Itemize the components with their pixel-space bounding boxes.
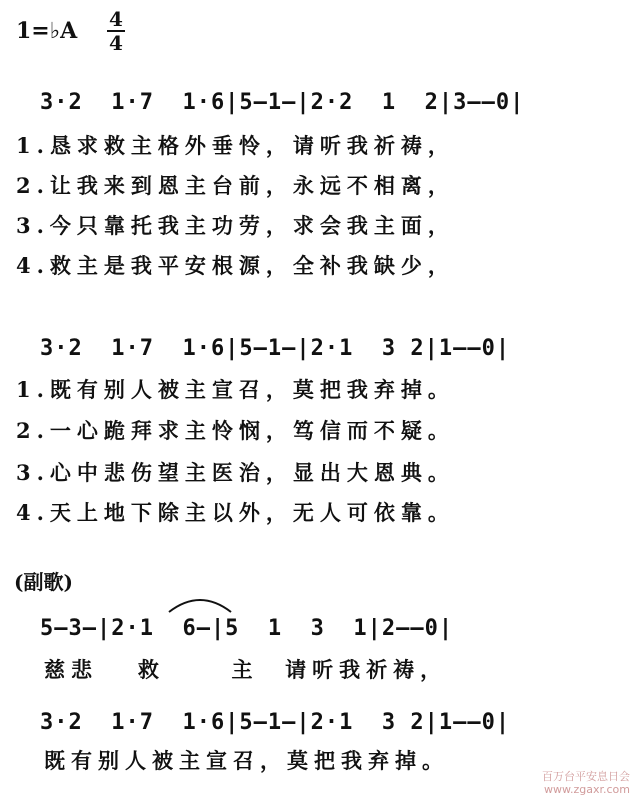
watermark	[542, 770, 630, 796]
time-signature-top: 4	[109, 7, 123, 31]
verse-b-lyric-4: 4.天上地下除主以外，无人可依靠。	[16, 500, 455, 525]
verse-b-lyric-2: 2.一心跪拜求主怜悯，笃信而不疑。	[16, 418, 455, 443]
verse-a-lyric-3: 3.今只靠托我主功劳，求会我主面，	[16, 213, 455, 238]
verse-b-lyric-3: 3.心中悲伤望主医治，显出大恩典。	[16, 460, 455, 485]
key-signature: 1=♭A	[16, 18, 78, 44]
verse-b-lyric-1: 1.既有别人被主宣召，莫把我弃掉。	[16, 377, 455, 402]
verse-b-notation: 3·2 1·7 1·6|5–1–|2·1 3 2|1––0|	[40, 336, 511, 361]
chorus-lyric-1: 慈悲 救 主 请听我祈祷，	[44, 657, 448, 682]
chorus-label: (副歌)	[14, 570, 73, 594]
time-signature	[107, 8, 125, 54]
verse-a-notation: 3·2 1·7 1·6|5–1–|2·2 1 2|3––0|	[40, 90, 525, 115]
chorus-notation-1: 5–3–|2·1 6–|5 1 3 1|2––0|	[40, 616, 454, 641]
verse-a-lyric-2: 2.让我来到恩主台前，永远不相离，	[16, 173, 455, 198]
verse-a-lyric-4: 4.救主是我平安根源，全补我缺少，	[16, 253, 455, 278]
watermark-name: 百万台平安息日会	[542, 770, 630, 783]
verse-a-lyric-1: 1.恳求救主格外垂怜，请听我祈祷，	[16, 133, 455, 158]
slur-mark	[165, 592, 235, 614]
time-signature-bottom: 4	[107, 30, 125, 54]
watermark-url: www.zgaxr.com	[544, 783, 630, 796]
chorus-notation-2: 3·2 1·7 1·6|5–1–|2·1 3 2|1––0|	[40, 710, 511, 735]
chorus-lyric-2: 既有别人被主宣召，莫把我弃掉。	[44, 748, 449, 773]
